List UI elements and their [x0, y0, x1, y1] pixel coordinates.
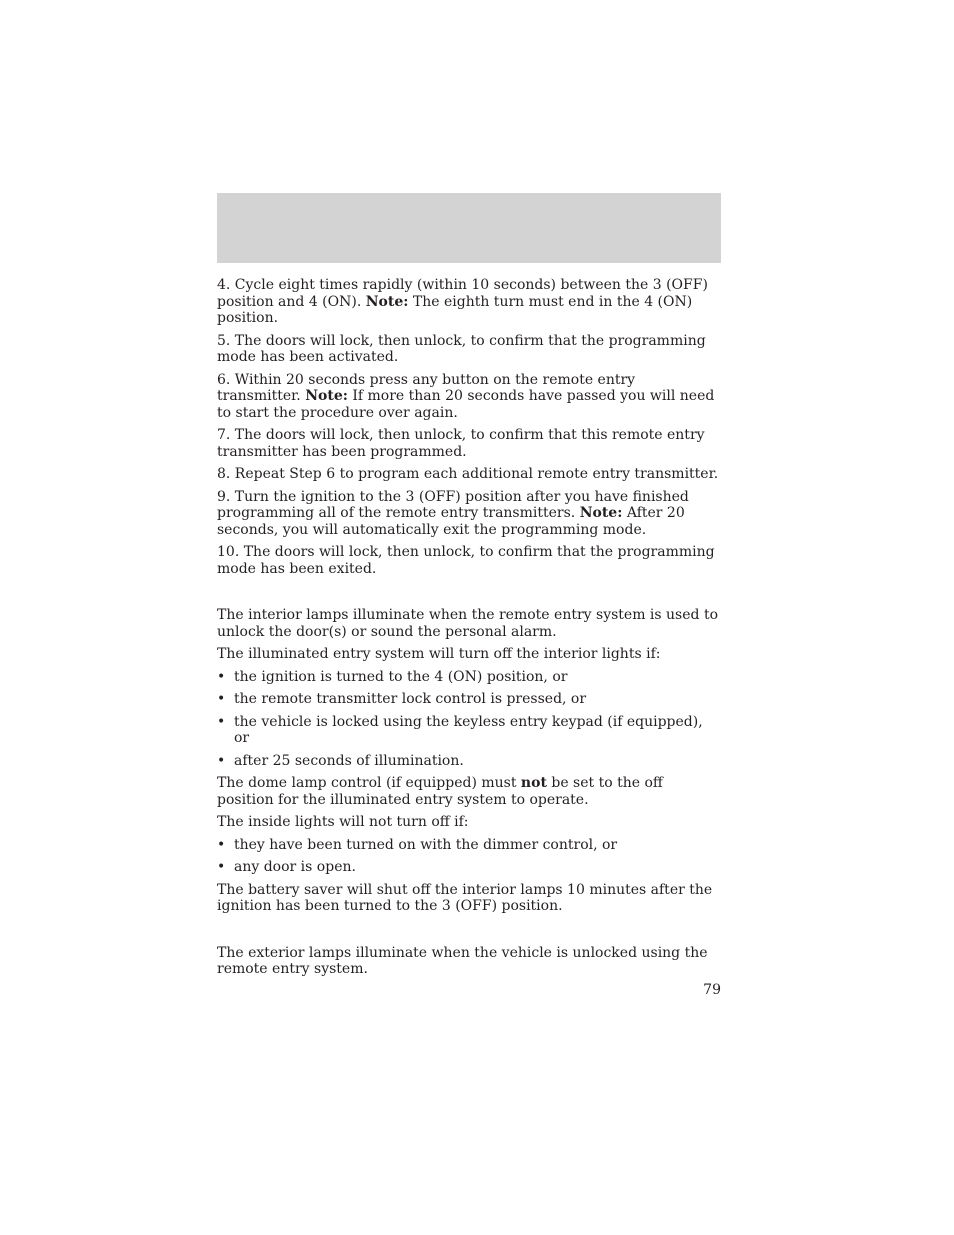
bullet-icon: • [217, 713, 226, 730]
step-8: 8. Repeat Step 6 to program each additional remote entry transmitter. [217, 466, 719, 482]
step-4 [217, 277, 721, 327]
step-9 [217, 489, 721, 539]
list-item-text: the vehicle is locked using the keyless entry keypad (if equipped), or [234, 713, 703, 746]
list-item [217, 859, 721, 876]
bullet-icon: • [217, 752, 226, 769]
illuminated-entry-intro: The interior lamps illuminate when the remote entry system is used to unlock the door(s) or sound the personal alarm. [217, 607, 718, 640]
bullet-icon: • [217, 691, 226, 707]
list-item-text: the ignition is turned to the 4 (ON) position, or [234, 668, 568, 685]
turn-off-intro: The illuminated entry system will turn off the interior lights if: [217, 646, 661, 662]
page-number: 79 [703, 982, 721, 998]
list-item-text: they have been turned on with the dimmer control, or [234, 836, 618, 853]
battery-saver-note: The battery saver will shut off the interior lamps 10 minutes after the ignition has been turned to the 3 (OFF) position. [217, 881, 713, 914]
list-item-text: any door is open. [234, 859, 356, 875]
list-item [217, 714, 721, 747]
step-9-text: 9. Turn the ignition to the 3 (OFF) position after you have finished programming all of the remote entry transmitters. [217, 488, 689, 521]
step-7: 7. The doors will lock, then unlock, to confirm that this remote entry transmitter has been programmed. [217, 427, 705, 460]
note-label: Note: [365, 293, 409, 310]
bullet-icon: • [217, 668, 226, 685]
note-text: The eighth turn must end in the 4 (ON) position. [217, 293, 693, 326]
step-6 [217, 372, 721, 422]
list-item [217, 837, 721, 854]
note-label: Note: [579, 505, 623, 521]
section-header-bar [217, 193, 721, 263]
not-off-intro: The inside lights will not turn off if: [217, 814, 469, 830]
step-5: 5. The doors will lock, then unlock, to confirm that the programming mode has been activated. [217, 332, 706, 365]
dome-text-before: The dome lamp control (if equipped) must [217, 775, 521, 791]
list-item [217, 691, 721, 708]
list-item [217, 669, 721, 686]
dome-text-bold: not [520, 775, 547, 791]
bullet-icon: • [217, 836, 226, 853]
note-text: After 20 seconds, you will automatically exit the programming mode. [217, 505, 685, 538]
page-content [217, 277, 721, 984]
step-4-text: 4. Cycle eight times rapidly (within 10 seconds) between the 3 (OFF) position and 4 (ON). [217, 277, 708, 310]
bullet-icon: • [217, 859, 226, 875]
list-item [217, 753, 721, 770]
dome-lamp-note [217, 775, 721, 808]
list-item-text: after 25 seconds of illumination. [234, 752, 464, 769]
list-item-text: the remote transmitter lock control is pressed, or [234, 691, 587, 707]
note-label: Note: [305, 388, 348, 404]
dome-text-after: be set to the off position for the illuminated entry system to operate. [217, 775, 663, 808]
step-10: 10. The doors will lock, then unlock, to confirm that the programming mode has been exited. [217, 544, 715, 577]
step-6-text: 6. Within 20 seconds press any button on the remote entry transmitter. [217, 371, 636, 404]
exterior-lamps-text: The exterior lamps illuminate when the vehicle is unlocked using the remote entry system. [217, 944, 708, 977]
note-text: If more than 20 seconds have passed you will need to start the procedure over again. [217, 388, 715, 421]
